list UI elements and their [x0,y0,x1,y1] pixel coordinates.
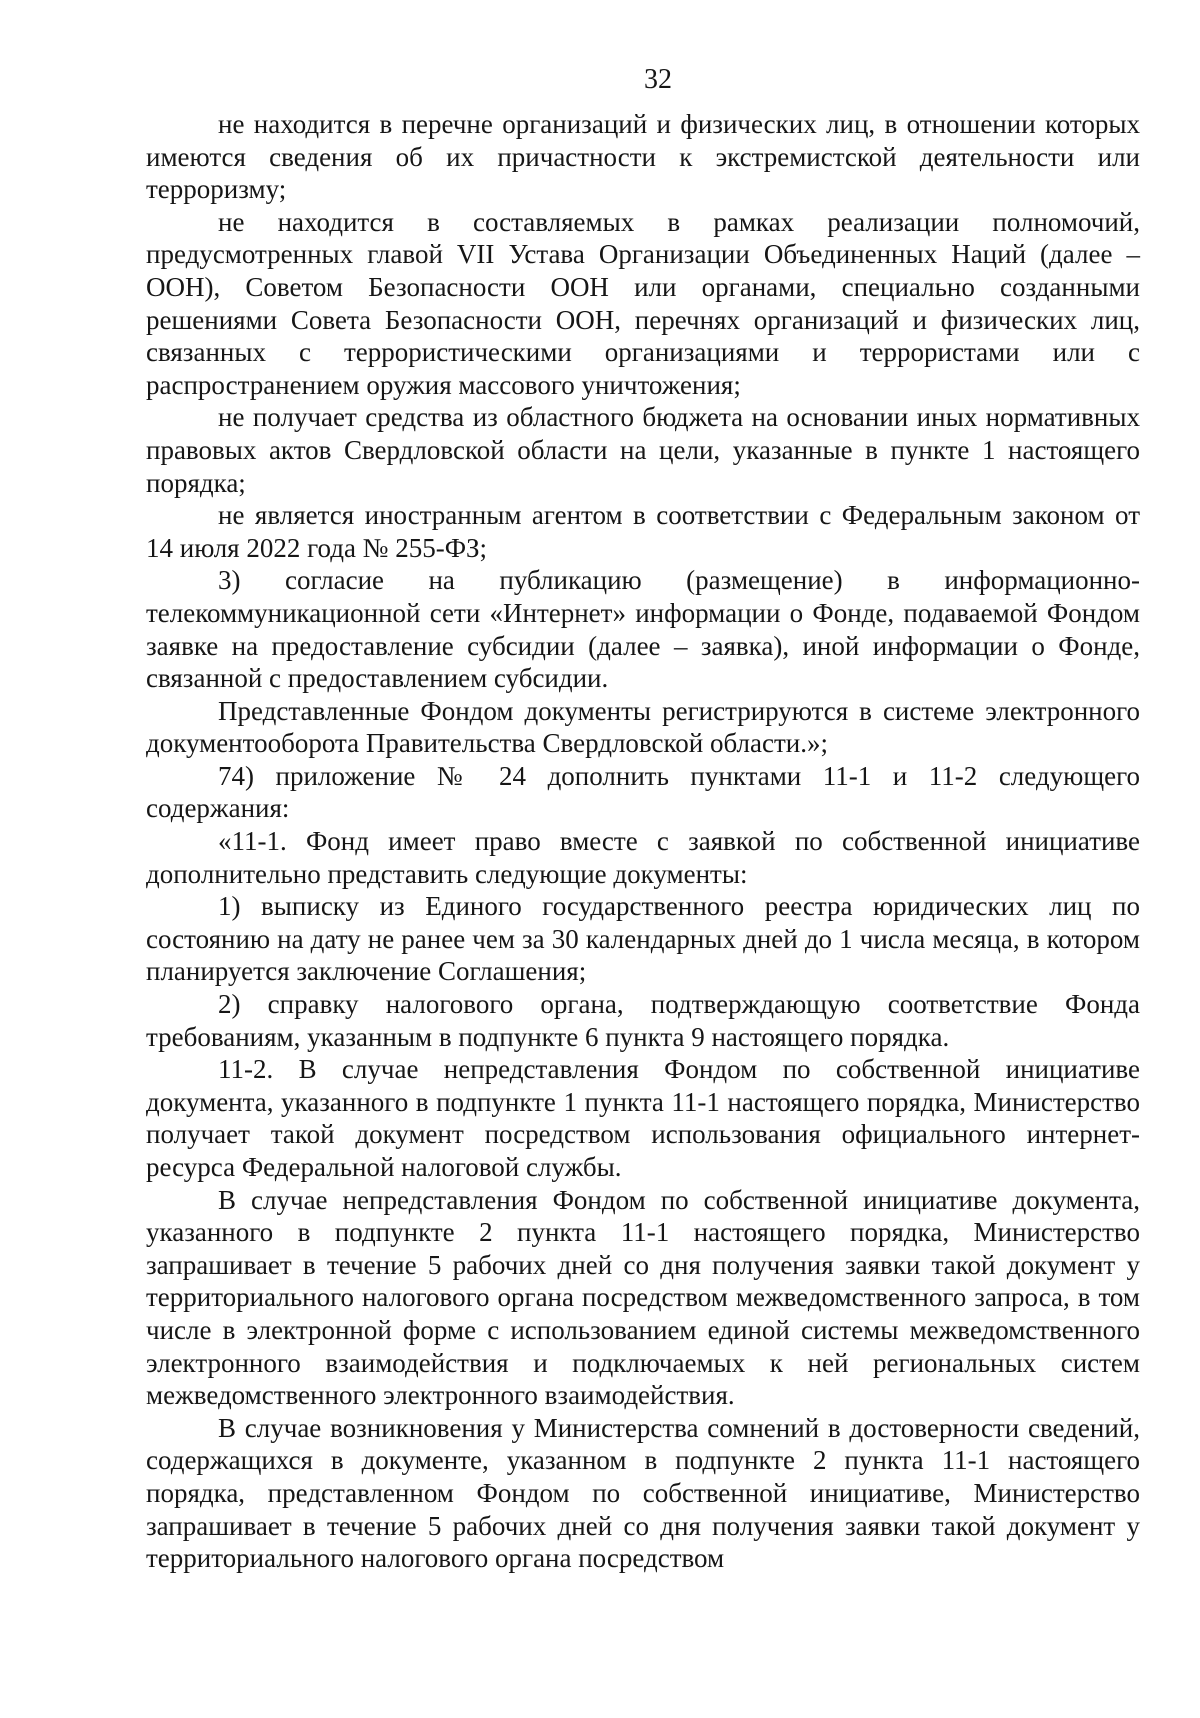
paragraph-clause-11-1: «11-1. Фонд имеет право вместе с заявкой по собственной инициативе дополнительно представить следующие документы: [146,826,1140,889]
paragraph-reliability-doubts: В случае возникновения у Министерства сомнений в достоверности сведений, содержащихся в документе, указанном в подпункте 2 пункта 11-1 настоящего порядка, представленном Фондом по собственной инициативе, Министерство запрашивает в течение 5 рабочих дней со дня получения заявки такой документ у территориального налогового органа посредством [146,1412,1140,1574]
page-number: 32 [644,64,672,95]
paragraph-foreign-agent: не является иностранным агентом в соответствии с Федеральным законом от 14 июля 2022 года № 255-ФЗ; [146,500,1140,563]
document-body [146,108,1140,1575]
paragraph-appendix-24-amendment: 74) приложение № 24 дополнить пунктами 11-1 и 11-2 следующего содержания: [146,760,1140,824]
paragraph-regional-budget-funds: не получает средства из областного бюджета на основании иных нормативных правовых актов Свердловской области на цели, указанные в пункте 1 настоящего порядка; [146,402,1140,498]
paragraph-un-sanctions-list: не находится в составляемых в рамках реализации полномочий, предусмотренных главой VII Устава Организации Объединенных Наций (далее – ООН), Советом Безопасности ООН или органами, специально созданными решениями Совета Безопасности ООН, перечнях организаций и физических лиц, связанных с террористическими организациями и террористами или с распространением оружия массового уничтожения; [146,206,1140,400]
paragraph-clause-11-1-item-1: 1) выписку из Единого государственного реестра юридических лиц по состоянию на дату не ранее чем за 30 календарных дней до 1 числа месяца, в котором планируется заключение Соглашения; [146,891,1140,987]
paragraph-clause-11-2: 11-2. В случае непредставления Фондом по собственной инициативе документа, указанного в подпункте 1 пункта 11-1 настоящего порядка, Министерство получает такой документ посредством использования официального интернет-ресурса Федеральной налоговой службы. [146,1054,1140,1182]
paragraph-interagency-request: В случае непредставления Фондом по собственной инициативе документа, указанного в подпункте 2 пункта 11-1 настоящего порядка, Министерство запрашивает в течение 5 рабочих дней со дня получения заявки такой документ у территориального налогового органа посредством межведомственного запроса, в том числе в электронной форме с использованием единой системы межведомственного электронного взаимодействия и подключаемых к ней региональных систем межведомственного электронного взаимодействия. [146,1184,1140,1411]
paragraph-publication-consent: 3) согласие на публикацию (размещение) в информационно-телекоммуникационной сети «Интернет» информации о Фонде, подаваемой Фондом заявке на предоставление субсидии (далее – заявка), иной информации о Фонде, связанной с предоставлением субсидии. [146,565,1140,694]
paragraph-document-registration: Представленные Фондом документы регистрируются в системе электронного документооборота Правительства Свердловской области.»; [146,695,1140,759]
paragraph-extremism-list: не находится в перечне организаций и физических лиц, в отношении которых имеются сведения об их причастности к экстремистской деятельности или терроризму; [146,109,1140,205]
paragraph-clause-11-1-item-2: 2) справку налогового органа, подтверждающую соответствие Фонда требованиям, указанным в подпункте 6 пункта 9 настоящего порядка. [146,989,1140,1052]
